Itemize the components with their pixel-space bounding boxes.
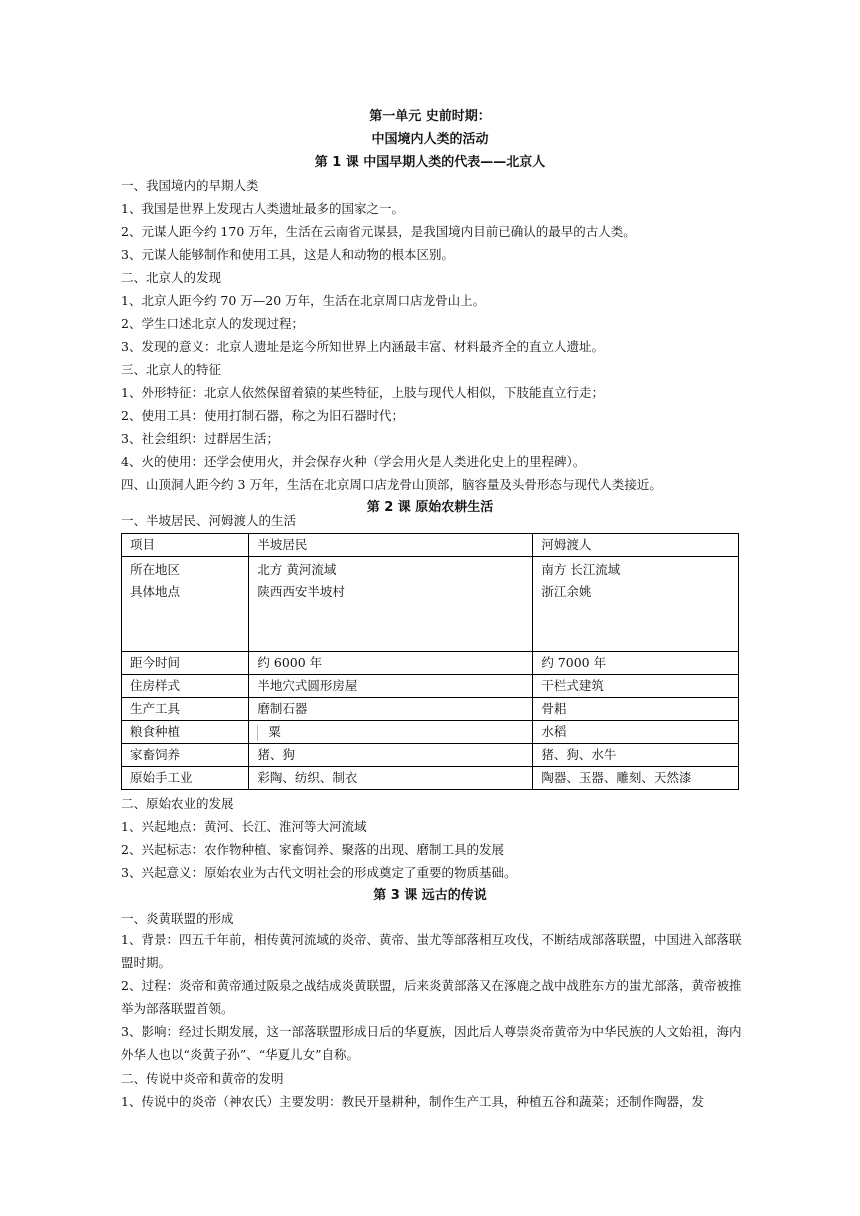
cell-line: 所在地区 [130, 562, 181, 577]
cell-line: 浙江余姚 [541, 584, 592, 599]
text-line: 3、发现的意义：北京人遗址是迄今所知世界上内涵最丰富、材料最齐全的直立人遗址。 [121, 339, 604, 354]
cell-line: 南方 长江流域 [541, 562, 621, 577]
text-line: 一、半坡居民、河姆渡人的生活 [121, 513, 297, 528]
text-line: 二、传说中炎帝和黄帝的发明 [121, 1071, 284, 1086]
table-cell [249, 557, 533, 652]
table-header-cell: 项目 [122, 534, 249, 557]
table-cell [533, 557, 739, 652]
paragraph: 1、背景：四五千年前，相传黄河流域的炎帝、黄帝、蚩尤等部落相互攻伐，不断结成部落联盟，中国进入部落联盟时期。 [121, 932, 742, 970]
table-cell: 约 7000 年 [533, 652, 739, 675]
table-cell: 约 6000 年 [249, 652, 533, 675]
paragraph: 2、过程：炎帝和黄帝通过阪泉之战结成炎黄联盟，后来炎黄部落又在涿鹿之战中战胜东方的蚩尤部落，黄帝被推举为部落联盟首领。 [121, 978, 742, 1016]
table-cell: 干栏式建筑 [533, 675, 739, 698]
table-row [122, 534, 739, 557]
table-row [122, 652, 739, 675]
table-cell: 距今时间 [122, 652, 249, 675]
table-header-cell: 半坡居民 [249, 534, 533, 557]
table-cell: 家畜饲养 [122, 744, 249, 767]
table-cell: 猪、狗、水牛 [533, 744, 739, 767]
lesson-1-title: 第 1 课 中国早期人类的代表——北京人 [314, 155, 546, 170]
text-line: 1、兴起地点：黄河、长江、淮河等大河流域 [121, 819, 367, 834]
text-line: 三、北京人的特征 [121, 362, 222, 377]
text-line: 1、外形特征：北京人依然保留着猿的某些特征，上肢与现代人相似，下肢能直立行走； [121, 385, 604, 400]
table-cell: 骨耜 [533, 698, 739, 721]
text-line: 3、社会组织：过群居生活； [121, 431, 279, 446]
table-cell [122, 557, 249, 652]
text-line: 3、兴起意义：原始农业为古代文明社会的形成奠定了重要的物质基础。 [121, 865, 517, 880]
text-line: 2、学生口述北京人的发现过程； [121, 316, 304, 331]
table-cell: 彩陶、纺织、制衣 [249, 767, 533, 790]
table-cell [249, 721, 533, 744]
table-row [122, 744, 739, 767]
cell-line: 陕西西安半坡村 [257, 584, 345, 599]
unit-title: 第一单元 史前时期： [369, 109, 491, 124]
table-cell: 水稻 [533, 721, 739, 744]
text-line: 4、火的使用：还学会使用火，并会保存火种（学会用火是人类进化史上的里程碑）。 [121, 454, 586, 469]
text-line: 1、传说中的炎帝（神农氏）主要发明：教民开垦耕种，制作生产工具，种植五谷和蔬菜；还制作陶器，发 [121, 1094, 704, 1109]
text-line: 3、元谋人能够制作和使用工具，这是人和动物的根本区别。 [121, 247, 454, 262]
table-row [122, 698, 739, 721]
table-cell: 陶器、玉器、雕刻、天然漆 [533, 767, 739, 790]
cell-line: 具体地点 [130, 584, 181, 599]
table-row [122, 767, 739, 790]
table-row [122, 675, 739, 698]
text-line: 2、兴起标志：农作物种植、家畜饲养、聚落的出现、磨制工具的发展 [121, 842, 504, 857]
text-line: 二、北京人的发现 [121, 270, 222, 285]
cursor-bar [257, 725, 258, 741]
text-line: 二、原始农业的发展 [121, 796, 234, 811]
text-line: 一、我国境内的早期人类 [121, 178, 259, 193]
lesson-3-title: 第 3 课 远古的传说 [373, 888, 487, 903]
text-line: 2、元谋人距今约 170 万年，生活在云南省元谋县，是我国境内目前已确认的最早的古人类。 [121, 224, 636, 239]
table-header-cell: 河姆渡人 [533, 534, 739, 557]
table-cell: 生产工具 [122, 698, 249, 721]
unit-subtitle: 中国境内人类的活动 [371, 132, 489, 147]
cell-line: 北方 黄河流域 [257, 562, 337, 577]
lesson-2-title: 第 2 课 原始农耕生活 [366, 500, 494, 515]
paragraph: 3、影响：经过长期发展，这一部落联盟形成日后的华夏族，因此后人尊崇炎帝黄帝为中华民族的人文始祖，海内外华人也以“炎黄子孙”、“华夏儿女”自称。 [121, 1024, 742, 1062]
table-cell: 粮食种植 [122, 721, 249, 744]
table-cell: 半地穴式圆形房屋 [249, 675, 533, 698]
table-row [122, 557, 739, 652]
text-line: 1、我国是世界上发现古人类遗址最多的国家之一。 [121, 201, 404, 216]
table-cell: 猪、狗 [249, 744, 533, 767]
text-line: 1、北京人距今约 70 万—20 万年，生活在北京周口店龙骨山上。 [121, 293, 486, 308]
text-line: 一、炎黄联盟的形成 [121, 911, 234, 926]
text-line: 2、使用工具：使用打制石器，称之为旧石器时代； [121, 408, 404, 423]
comparison-table [121, 533, 739, 790]
text-line: 四、山顶洞人距今约 3 万年，生活在北京周口店龙骨山顶部，脑容量及头骨形态与现代人类接近。 [121, 477, 662, 492]
table-cell: 原始手工业 [122, 767, 249, 790]
table-row [122, 721, 739, 744]
table-cell: 住房样式 [122, 675, 249, 698]
table-cell: 磨制石器 [249, 698, 533, 721]
cell-text: 粟 [268, 724, 281, 739]
